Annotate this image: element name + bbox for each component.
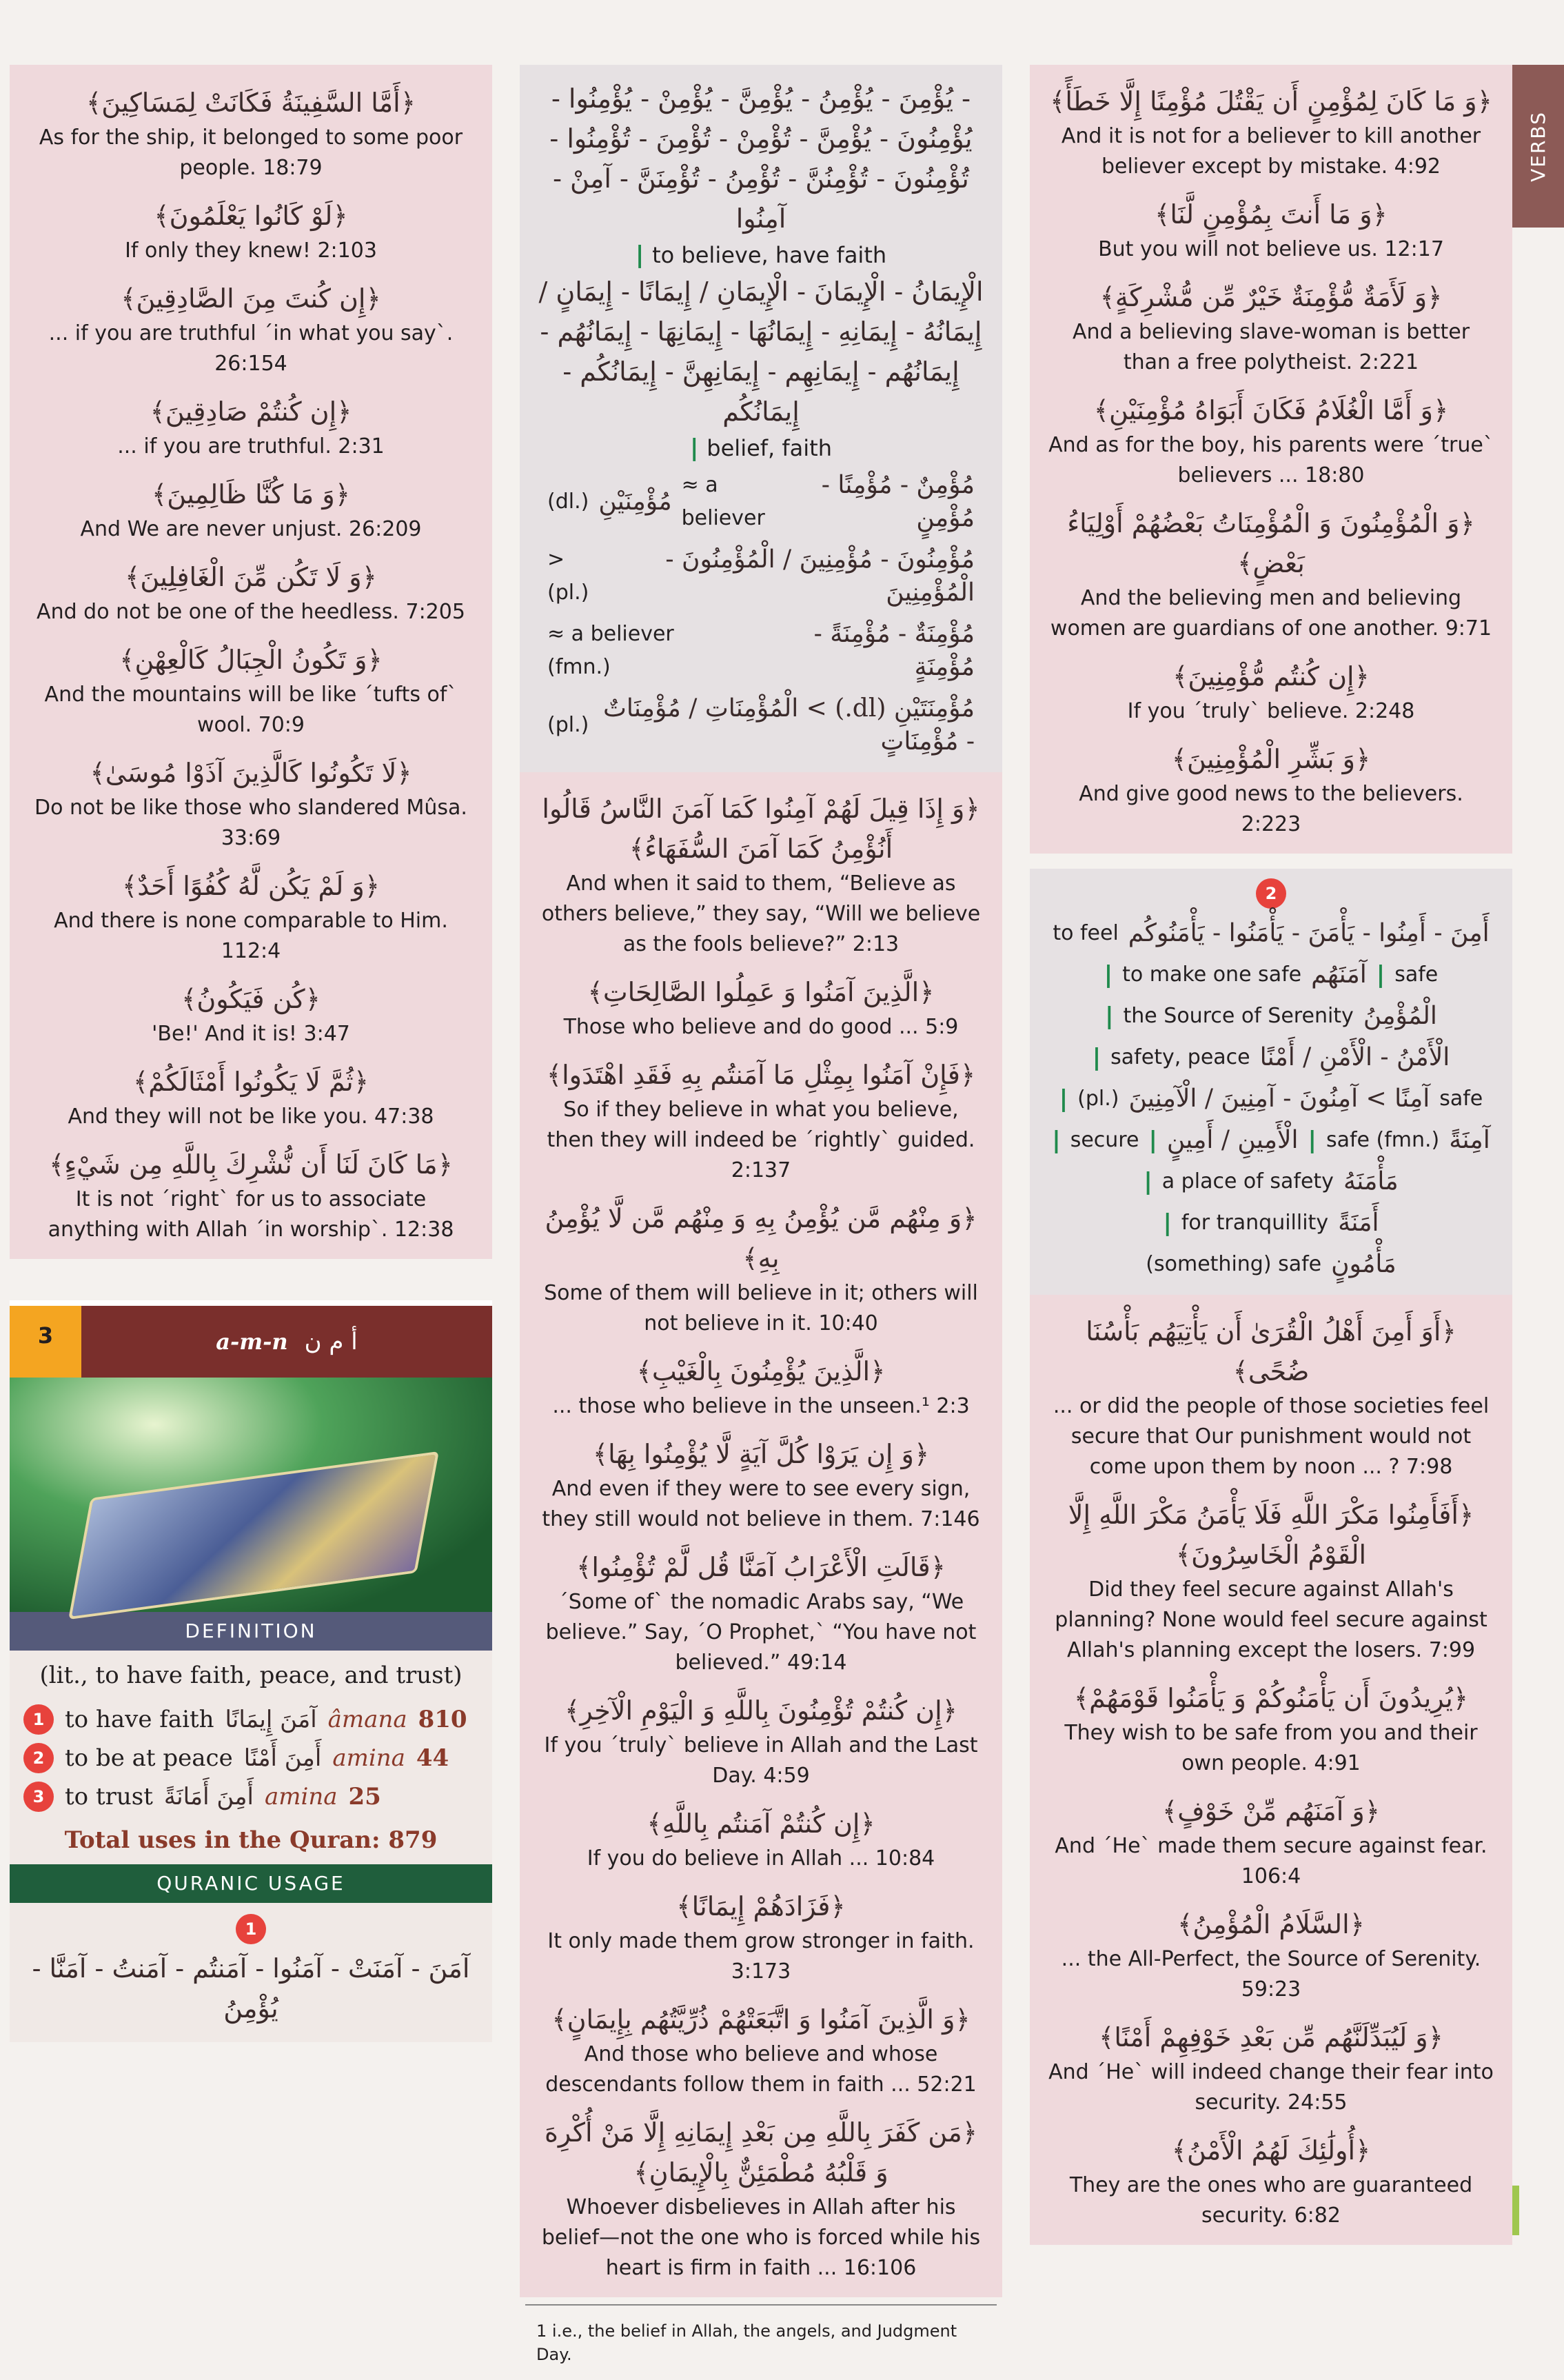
quranic-usage-box <box>10 1864 492 2042</box>
verse-entry <box>10 860 492 974</box>
verse-arabic: ﴿وَ لَيُبَدِّلَنَّهُم مِّن بَعْدِ خَوْفِهِمْ أَمْنًا﴾ <box>1099 2022 1443 2053</box>
definition-arabic: أَمِنَ أَمَانَةً <box>163 1783 254 1811</box>
row-arabic: مُؤْمِنَتَيْنِ (dl.) > الْمُؤْمِنَاتِ / مُؤْمِنَاتٌ - مُؤْمِنَاتٍ <box>602 694 975 756</box>
form-line: | to make one safe آمَنَهُم | safe <box>1030 954 1512 996</box>
root-latin: a-m-n <box>216 1329 288 1355</box>
verse-translation: And it is not for a believer to kill another believer except by mistake. 4:92 <box>1061 124 1481 179</box>
verse-translation: They wish to be safe from you and their own people. 4:91 <box>1064 1721 1478 1775</box>
verse-entry <box>10 634 492 747</box>
verse-arabic: ﴿وَ الْمُؤْمِنُونَ وَ الْمُؤْمِنَاتُ بَعْضُهُمْ أَوْلِيَاءُ بَعْضٍ﴾ <box>1067 508 1475 578</box>
verse-entry <box>520 2107 1002 2290</box>
verse-translation: It only made them grow stronger in faith. 3:173 <box>547 1929 975 1984</box>
verse-arabic: ﴿وَ مَا كُنَّا ظَالِمِينَ﴾ <box>152 479 350 510</box>
iman-meaning-text: belief, faith <box>707 435 832 461</box>
forms-meaning-text: to believe, have faith <box>652 242 887 268</box>
definition-arabic: أَمِنَ أَمْنًا <box>243 1744 322 1772</box>
form-meaning: safety, peace <box>1110 1045 1250 1069</box>
verse-entry <box>1030 385 1512 498</box>
row-arabic: مُؤْمِنٌ - مُؤْمِنًا - مُؤْمِنٍ <box>821 471 975 532</box>
verse-translation: And We are never unjust. 26:209 <box>80 517 422 541</box>
form-meaning: to feel <box>1053 921 1119 945</box>
verse-translation: And the mountains will be like ´tufts of` wool. 70:9 <box>44 683 458 737</box>
verse-translation: And ´He` will indeed change their fear into security. 24:55 <box>1048 2060 1494 2115</box>
row-arabic-extra: مُؤْمِنَيْنِ <box>598 487 672 516</box>
form-arabic: مَأْمُونٍ <box>1331 1250 1397 1278</box>
verse-entry <box>1030 1673 1512 1786</box>
form-arabic: الْأَمِينِ / أَمِينٍ <box>1166 1126 1299 1154</box>
verse-translation: Those who believe and do good ... 5:9 <box>563 1015 959 1039</box>
root-title-bar <box>81 1306 492 1378</box>
forms-meaning: | to believe, have faith <box>635 241 887 269</box>
number-badge: 3 <box>23 1782 54 1812</box>
verse-arabic: ﴿وَ لَمْ يَكُن لَّهُ كُفُوًا أَحَدٌ﴾ <box>121 871 380 901</box>
verse-arabic: ﴿السَّلَامُ الْمُؤْمِنُ﴾ <box>1177 1909 1365 1939</box>
form-line: | (pl.) آمِنًا > آمِنُونَ - آمِنِينَ / الْآمِنِينَ safe <box>1030 1078 1512 1120</box>
definition-box <box>10 1612 492 1864</box>
verse-translation: If only they knew! 2:103 <box>125 239 377 263</box>
verse-arabic: ﴿وَ لَا تَكُن مِّنَ الْغَافِلِينَ﴾ <box>125 562 377 592</box>
verse-entry <box>1030 734 1512 847</box>
verse-entry <box>10 190 492 273</box>
verse-translation: And the believing men and believing women are guardians of one another. 9:71 <box>1050 586 1492 641</box>
definition-transliteration: amina <box>264 1783 338 1811</box>
definition-item <box>10 1739 492 1777</box>
form-line: | the Source of Serenity الْمُؤْمِنُ <box>1030 996 1512 1037</box>
verse-arabic: ﴿إِن كُنتُم مُّؤْمِنِينَ﴾ <box>1172 661 1370 692</box>
form-arabic: آمَنَهُم <box>1311 960 1367 989</box>
form-meaning-2: safe (fmn.) <box>1326 1128 1440 1152</box>
form-meaning-2: (pl.) <box>1077 1087 1119 1111</box>
verse-translation: ... if you are truthful ´in what you say`. 26:154 <box>48 321 454 376</box>
verse-translation: ´Some of` the nomadic Arabs say, “We believe.” Say, ´O Prophet,` “You have not believed.” 49:14 <box>545 1590 977 1675</box>
verse-translation: Some of them will believe in it; others will not believe in it. 10:40 <box>544 1281 978 1335</box>
row-meaning: ≈ a believer (fmn.) <box>547 622 674 679</box>
verse-entry <box>520 1881 1002 1994</box>
verse-entry <box>10 747 492 860</box>
verse-entry <box>10 77 492 190</box>
form-line: | secure | الْأَمِينِ / أَمِينٍ | safe (fmn.) آمِنَةً <box>1030 1120 1512 1161</box>
root-arabic: أ م ن <box>304 1328 358 1355</box>
definition-item <box>10 1700 492 1739</box>
verse-entry <box>520 1542 1002 1685</box>
verse-arabic: ﴿أَمَّا السَّفِينَةُ فَكَانَتْ لِمَسَاكِينَ﴾ <box>86 88 416 118</box>
verse-arabic: ﴿أَفَأَمِنُوا مَكْرَ اللَّهِ فَلَا يَأْمَنُ مَكْرَ اللَّهِ إِلَّا الْقَوْمُ الْخَاسِرُونَ﴾ <box>1068 1500 1474 1570</box>
verse-entry <box>520 1193 1002 1346</box>
form-meaning: for tranquillity <box>1181 1211 1329 1235</box>
root-header <box>10 1306 492 1378</box>
verse-arabic: ﴿وَ إِذَا قِيلَ لَهُمْ آمِنُوا كَمَا آمَنَ النَّاسُ قَالُوا أَنُؤْمِنُ كَمَا آمَنَ السُّفَهَاءُ﴾ <box>542 794 980 864</box>
verse-arabic: ﴿أُولَٰئِكَ لَهُمُ الْأَمْنُ﴾ <box>1171 2135 1371 2166</box>
verse-arabic: ﴿وَ تَكُونُ الْجِبَالُ كَالْعِهْنِ﴾ <box>119 645 383 675</box>
definition-transliteration: amina <box>332 1744 405 1772</box>
verse-translation: And those who believe and whose descendants follow them in faith ... 52:21 <box>545 2042 977 2097</box>
section-number-row <box>1030 878 1512 913</box>
forms-arabic: - يُؤْمِنَ - يُؤْمِنُ - يُؤْمِنَّ - يُؤْمِنْ - يُؤْمِنُوا - يُؤْمِنُونَ - يُؤْمِنَّ - تُؤْمِنْ - تُؤْمِنَ - تُؤْمِنُوا - تُؤْمِنُونَ - تُؤْمِنُنَّ - تُؤْمِنُ - تُؤْمِنَنَّ - آمِنْ - آمِنُوا <box>549 83 973 234</box>
verse-translation: But you will not believe us. 12:17 <box>1098 237 1444 261</box>
verse-translation: And they will not be like you. 47:38 <box>68 1105 434 1129</box>
iman-arabic: الْإِيمَانُ - الْإِيمَانَ - الْإِيمَانِ / إِيمَانًا - إِيمَانٍ / إِيمَانُهُ - إِيمَانِهِ - إِيمَانُهَا - إِيمَانِهَا - إِيمَانُهُم - إِيمَانُهُم - إِيمَانِهِم - إِيمَانِهِنَّ - إِيمَانُكُم - إِيمَانُكُم <box>538 276 984 427</box>
verse-translation: So if they believe in what you believe, then they will indeed be ´rightly` guided. 2:137 <box>547 1098 975 1182</box>
verse-entry <box>10 1139 492 1252</box>
form-line <box>1030 913 1512 954</box>
verse-arabic: ﴿وَ الَّذِينَ آمَنُوا وَ اتَّبَعَتْهُمْ ذُرِّيَّتُهُم بِإِيمَانٍ﴾ <box>551 2004 971 2035</box>
verse-arabic: ﴿إِن كُنتُمْ صَادِقِينَ﴾ <box>150 396 352 427</box>
verse-translation: They are the ones who are guaranteed security. 6:82 <box>1069 2173 1473 2228</box>
verse-arabic: ﴿أَوَ أَمِنَ أَهْلُ الْقُرَىٰ أَن يَأْتِيَهُم بَأْسُنَا ضُحًى﴾ <box>1086 1316 1456 1386</box>
verse-entry <box>520 1429 1002 1542</box>
form-meaning: a place of safety <box>1161 1169 1334 1193</box>
definition-text: to trust <box>65 1783 153 1811</box>
verse-arabic: ﴿يُرِيدُونَ أَن يَأْمَنُوكُمْ وَ يَأْمَنُوا قَوْمَهُمْ﴾ <box>1073 1683 1469 1713</box>
root-number-flag <box>10 1306 81 1378</box>
verse-entry <box>10 469 492 552</box>
verse-translation: Do not be like those who slandered Mûsa. 33:69 <box>34 796 467 850</box>
verse-arabic: ﴿وَ لَأَمَةٌ مُّؤْمِنَةٌ خَيْرٌ مِّن مُّشْرِكَةٍ﴾ <box>1099 282 1443 312</box>
verse-translation: 'Be!' And it is! 3:47 <box>152 1022 350 1046</box>
verse-entry <box>1030 189 1512 272</box>
verse-entry <box>1030 272 1512 385</box>
usage-number-row <box>10 1903 492 1948</box>
footnote: 1 i.e., the belief in Allah, the angels, and Judgment Day. <box>525 2304 997 2380</box>
verse-arabic: ﴿فَإِنْ آمَنُوا بِمِثْلِ مَا آمَنتُم بِهِ فَقَدِ اهْتَدَوا﴾ <box>546 1060 976 1090</box>
verse-translation: If you do believe in Allah ... 10:84 <box>587 1846 935 1870</box>
verse-arabic: ﴿وَ مَا كَانَ لِمُؤْمِنٍ أَن يَقْتُلَ مُؤْمِنًا إِلَّا خَطَأً﴾ <box>1050 86 1492 117</box>
verse-translation: ... the All-Perfect, the Source of Serenity. 59:23 <box>1061 1947 1481 2001</box>
verse-entry <box>520 1049 1002 1193</box>
verse-entry <box>1030 1899 1512 2012</box>
usage-heading: QURANIC USAGE <box>10 1864 492 1903</box>
verse-translation: If you ´truly` believe in Allah and the Last Day. 4:59 <box>544 1733 978 1788</box>
verse-translation: ... those who believe in the unseen.¹ 2:3 <box>552 1394 970 1418</box>
form-line: | safety, peace الْأَمْنُ - الْأَمْنِ / أَمْنًا <box>1030 1037 1512 1078</box>
root-box <box>10 1300 492 1612</box>
definition-count: 810 <box>418 1706 467 1733</box>
form-arabic: الْمُؤْمِنُ <box>1363 1002 1437 1030</box>
form-arabic-2: آمِنَةً <box>1449 1126 1490 1154</box>
mumin-row <box>534 688 988 763</box>
verse-arabic: ﴿إِن كُنتُمْ آمَنتُم بِاللَّهِ﴾ <box>647 1808 875 1839</box>
verse-entry <box>10 974 492 1056</box>
verse-translation: And ´He` made them secure against fear. 106:4 <box>1055 1834 1487 1888</box>
verse-entry <box>10 386 492 469</box>
verse-entry <box>1030 498 1512 651</box>
mumin-row <box>534 539 988 614</box>
verse-entry <box>520 1346 1002 1429</box>
verse-translation: Whoever disbelieves in Allah after his belief—not the one who is forced while his heart is firm in faith ... 16:106 <box>541 2195 981 2280</box>
verse-translation: And there is none comparable to Him. 112:4 <box>54 909 448 963</box>
row-arabic: مُؤْمِنَةٌ - مُؤْمِنَةً - مُؤْمِنَةٍ <box>813 620 975 681</box>
definition-arabic: آمَنَ إِيمَانًا <box>225 1706 317 1733</box>
definition-literal: (lit., to have faith, peace, and trust) <box>39 1662 463 1689</box>
row-meaning: ≈ a believer <box>681 473 765 530</box>
definition-count: 25 <box>348 1783 381 1811</box>
total-uses: Total uses in the Quran: 879 <box>64 1826 438 1854</box>
verse-entry <box>1030 2125 1512 2238</box>
verse-arabic: ﴿كُن فَيَكُونُ﴾ <box>181 984 321 1014</box>
number-badge: 1 <box>236 1914 266 1944</box>
verbs-side-tab <box>1512 65 1564 228</box>
verse-arabic: ﴿وَ أَمَّا الْغُلَامُ فَكَانَ أَبَوَاهُ مُؤْمِنَيْنِ﴾ <box>1093 395 1449 425</box>
verse-arabic: ﴿فَزَادَهُمْ إِيمَانًا﴾ <box>676 1891 846 1922</box>
row-note: (dl.) <box>547 490 589 514</box>
verse-entry <box>10 552 492 634</box>
verse-arabic: ﴿الَّذِينَ آمَنُوا وَ عَمِلُوا الصَّالِحَاتِ﴾ <box>587 977 935 1007</box>
verse-arabic: ﴿إِن كُنتَ مِنَ الصَّادِقِينَ﴾ <box>121 283 381 314</box>
verse-examples-mumin <box>1030 65 1512 854</box>
verse-entry <box>520 1798 1002 1881</box>
form-meaning: the Source of Serenity <box>1123 1004 1354 1028</box>
definition-text: to have faith <box>65 1706 214 1733</box>
verse-entry <box>1030 2012 1512 2125</box>
verse-entry <box>1030 1489 1512 1673</box>
verse-translation: As for the ship, it belonged to some poor people. 18:79 <box>39 125 463 180</box>
number-badge: 2 <box>1256 878 1286 909</box>
verse-entry <box>520 1685 1002 1798</box>
mumin-row <box>534 465 988 539</box>
verse-entry <box>10 273 492 386</box>
form-line <box>1030 1244 1512 1285</box>
column-left <box>10 65 492 2042</box>
verse-translation: And when it said to them, “Believe as others believe,” they say, “Will we believe as the fools believe?” 2:13 <box>541 871 981 956</box>
iman-meaning: | belief, faith <box>690 434 832 462</box>
usage-forms-arabic: آمَنَ - آمَنَتْ - آمَنُوا - آمَنتُم - آمَنتُ - آمَنَّا - يُؤْمِنُ <box>32 1953 470 2024</box>
verse-arabic: ﴿مَن كَفَرَ بِاللَّهِ مِن بَعْدِ إِيمَانِهِ إِلَّا مَنْ أُكْرِهَ وَ قَلْبُهُ مُطْمَئِنٌّ بِالْإِيمَانِ﴾ <box>545 2117 977 2188</box>
definition-transliteration: âmana <box>327 1706 407 1733</box>
verse-examples-amn <box>1030 1295 1512 2245</box>
column-middle <box>520 65 1002 2380</box>
verse-entry <box>1030 1786 1512 1899</box>
verse-arabic: ﴿قَالَتِ الْأَعْرَابُ آمَنَّا قُل لَّمْ تُؤْمِنُوا﴾ <box>576 1552 946 1582</box>
verse-entry <box>1030 651 1512 734</box>
verse-translation: And a believing slave-woman is better than a free polytheist. 2:221 <box>1072 320 1470 374</box>
form-meaning: (something) safe <box>1146 1252 1322 1276</box>
form-meaning: to make one safe <box>1122 962 1302 987</box>
form-meaning: safe <box>1439 1087 1483 1111</box>
verse-arabic: ﴿لَا تَكُونُوا كَالَّذِينَ آذَوْا مُوسَىٰ﴾ <box>90 758 412 788</box>
verse-translation: And even if they were to see every sign, they still would not believe in them. 7:146 <box>542 1477 980 1531</box>
verse-arabic: ﴿لَوْ كَانُوا يَعْلَمُونَ﴾ <box>154 201 348 231</box>
verse-arabic: ﴿الَّذِينَ يُؤْمِنُونَ بِالْغَيْبِ﴾ <box>636 1356 886 1386</box>
verse-entry <box>520 783 1002 967</box>
book-icon <box>68 1451 439 1620</box>
verse-arabic: ﴿وَ مَا أَنتَ بِمُؤْمِنٍ لَّنَا﴾ <box>1155 199 1388 230</box>
verse-arabic: ﴿إِن كُنتُمْ تُؤْمِنُونَ بِاللَّهِ وَ الْيَوْمِ الْآخِرِ﴾ <box>565 1695 957 1726</box>
quran-book-image <box>10 1378 492 1612</box>
verse-arabic: ﴿وَ إِن يَرَوْا كُلَّ آيَةٍ لَّا يُؤْمِنُوا بِهَا﴾ <box>592 1439 930 1469</box>
verse-arabic: ﴿وَ آمَنَهُم مِّنْ خَوْفٍ﴾ <box>1161 1796 1381 1826</box>
verse-translation: And give good news to the believers. 2:223 <box>1079 782 1463 836</box>
verse-arabic: ﴿مَا كَانَ لَنَا أَن نُّشْرِكَ بِاللَّهِ مِن شَيْءٍ﴾ <box>49 1149 453 1180</box>
verse-entry <box>1030 1306 1512 1489</box>
form-arabic: مَأْمَنَهُ <box>1343 1167 1399 1196</box>
row-meaning: (pl.) <box>547 713 589 737</box>
verse-arabic: ﴿وَ مِنْهُم مَّن يُؤْمِنُ بِهِ وَ مِنْهُم مَّن لَّا يُؤْمِنُ بِهِ﴾ <box>545 1203 977 1273</box>
verse-translation: ... if you are truthful. 2:31 <box>117 434 385 458</box>
form-arabic: أَمَنَةً <box>1338 1209 1379 1237</box>
form-line: | a place of safety مَأْمَنَهُ <box>1030 1161 1512 1202</box>
number-badge: 2 <box>23 1743 54 1773</box>
root-number: 3 <box>37 1322 54 1349</box>
form-arabic: أَمِنَ - أَمِنُوا - يَأْمَنَ - يَأْمَنُوا - يَأْمَنُوكُم <box>1128 919 1490 947</box>
verse-translation: ... or did the people of those societies feel secure that Our punishment would not come upon them by noon ... ? 7:98 <box>1053 1394 1490 1479</box>
row-meaning: > (pl.) <box>547 547 589 605</box>
verse-arabic: ﴿وَ بَشِّرِ الْمُؤْمِنِينَ﴾ <box>1171 744 1371 774</box>
verse-translation: It is not ´right` for us to associate anything with Allah ´in worship`. 12:38 <box>48 1187 454 1242</box>
column-right <box>1030 65 1512 2245</box>
row-arabic: مُؤْمِنُونَ - مُؤْمِنِينَ / الْمُؤْمِنُونَ - الْمُؤْمِنِينَ <box>665 545 975 607</box>
side-tab-label: VERBS <box>1527 110 1550 182</box>
verse-translation: Did they feel secure against Allah's planning? None would feel secure against Allah's planning except the losers. 7:99 <box>1055 1577 1487 1662</box>
verse-translation: And as for the boy, his parents were ´true` believers ... 18:80 <box>1048 433 1494 487</box>
verse-entry <box>1030 76 1512 189</box>
verse-entry <box>520 967 1002 1049</box>
form-meaning-2: safe <box>1394 962 1439 987</box>
form-arabic: آمِنًا > آمِنُونَ - آمِنِينَ / الْآمِنِينَ <box>1128 1085 1430 1113</box>
form-line: | for tranquillity أَمَنَةً <box>1030 1202 1512 1244</box>
amn-forms-box <box>1030 869 1512 1295</box>
verse-entry <box>10 1056 492 1139</box>
definition-count: 44 <box>416 1744 449 1772</box>
verse-examples-iman <box>520 772 1002 2297</box>
verse-translation: And do not be one of the heedless. 7:205 <box>37 600 465 624</box>
verse-translation: If you ´truly` believe. 2:248 <box>1127 699 1415 723</box>
definition-text: to be at peace <box>65 1744 233 1772</box>
verse-arabic: ﴿ثُمَّ لَا يَكُونُوا أَمْثَالَكُمْ﴾ <box>132 1067 369 1097</box>
definition-item <box>10 1777 492 1816</box>
form-meaning: secure <box>1070 1128 1139 1152</box>
number-badge: 1 <box>23 1704 54 1735</box>
definition-heading: DEFINITION <box>10 1612 492 1651</box>
verb-forms-box <box>520 65 1002 772</box>
form-arabic: الْأَمْنُ - الْأَمْنِ / أَمْنًا <box>1259 1043 1450 1071</box>
verse-examples-kana <box>10 65 492 1259</box>
mumin-row <box>534 614 988 688</box>
verse-entry <box>520 1994 1002 2107</box>
